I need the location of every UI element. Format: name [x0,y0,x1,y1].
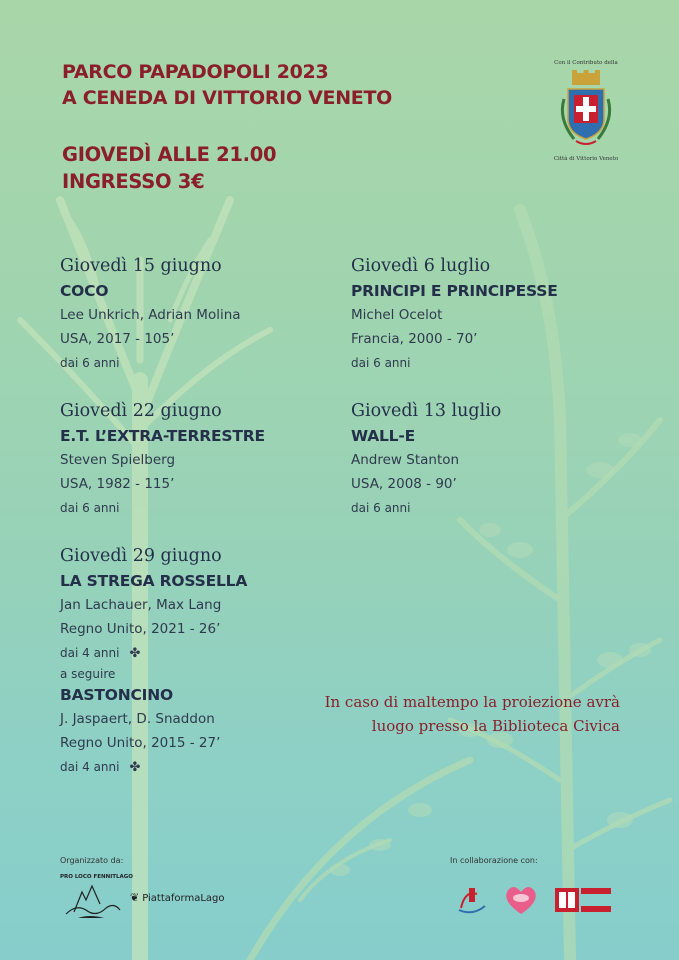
tree-icon: ❦ [130,891,140,904]
film-age [60,641,247,665]
film-title: BASTONCINO [60,686,173,704]
film-principi [351,254,558,375]
film-title: COCO [60,282,109,300]
film-et [60,399,265,520]
header-price: INGRESSO 3€ [62,170,205,193]
film-age-text: dai 4 anni [60,760,120,774]
lake-icon [60,874,124,922]
partner-logo-1 [459,888,485,912]
film-walle [351,399,501,520]
film-director: Lee Unkrich, Adrian Molina [60,307,241,323]
film-age-text: dai 4 anni [60,646,120,660]
film-info: USA, 1982 - 115’ [60,476,175,492]
crest-block [549,60,623,168]
film-info: Regno Unito, 2021 - 26’ [60,621,221,637]
piattaforma-logo [130,891,225,904]
pinwheel-icon: ✤ [129,759,141,775]
film-title: WALL-E [351,427,415,445]
header-location: A CENEDA DI VITTORIO VENETO [62,87,392,109]
film-title: E.T. L’EXTRA-TERRESTRE [60,427,265,445]
header-venue: PARCO PAPADOPOLI 2023 [62,61,329,83]
film-info: USA, 2017 - 105’ [60,331,175,347]
weather-line-2: luogo presso la Biblioteca Civica [371,717,620,735]
film-age: dai 6 anni [351,356,411,370]
film-director: Jan Lachauer, Max Lang [60,597,222,613]
pinwheel-icon: ✤ [129,645,141,661]
film-age [60,755,247,779]
weather-line-1: In caso di maltempo la proiezione avrà [324,693,620,711]
proloco-logo [60,874,133,922]
film-date: Giovedì 29 giugno [60,546,222,566]
partner-logo-2 [506,887,535,914]
crest-icon [554,69,618,153]
header-time: GIOVEDÌ ALLE 21.00 [62,143,277,166]
film-age: dai 6 anni [351,501,411,515]
crest-bottom-text: Città di Vittorio Veneto [553,156,619,162]
crest-top-text: Con il Contributo della [554,60,618,66]
film-director: Michel Ocelot [351,307,443,323]
film-director: J. Jaspaert, D. Snaddon [60,711,215,727]
piattaforma-name: PiattaformaLago [142,893,225,904]
film-age: dai 6 anni [60,356,120,370]
partner-logos [455,880,615,920]
film-date: Giovedì 13 luglio [351,401,502,421]
collaboration-label: In collaborazione con: [450,856,538,865]
film-info: Regno Unito, 2015 - 27’ [60,735,221,751]
film-date: Giovedì 15 giugno [60,256,222,276]
partner-logo-3 [555,888,611,912]
film-director: Andrew Stanton [351,452,460,468]
film-info: USA, 2008 - 90’ [351,476,457,492]
following-label: a seguire [60,667,116,681]
organized-by-label: Organizzato da: [60,856,124,865]
film-title: PRINCIPI E PRINCIPESSE [351,282,558,300]
film-age: dai 6 anni [60,501,120,515]
film-strega-rossella [60,544,247,779]
film-date: Giovedì 22 giugno [60,401,222,421]
film-director: Steven Spielberg [60,452,176,468]
film-date: Giovedì 6 luglio [351,256,491,276]
film-coco [60,254,241,375]
film-title: LA STREGA ROSSELLA [60,572,248,590]
weather-notice [280,690,620,738]
proloco-name: PRO LOCO FENNITLAGO [60,874,133,880]
film-info: Francia, 2000 - 70’ [351,331,478,347]
